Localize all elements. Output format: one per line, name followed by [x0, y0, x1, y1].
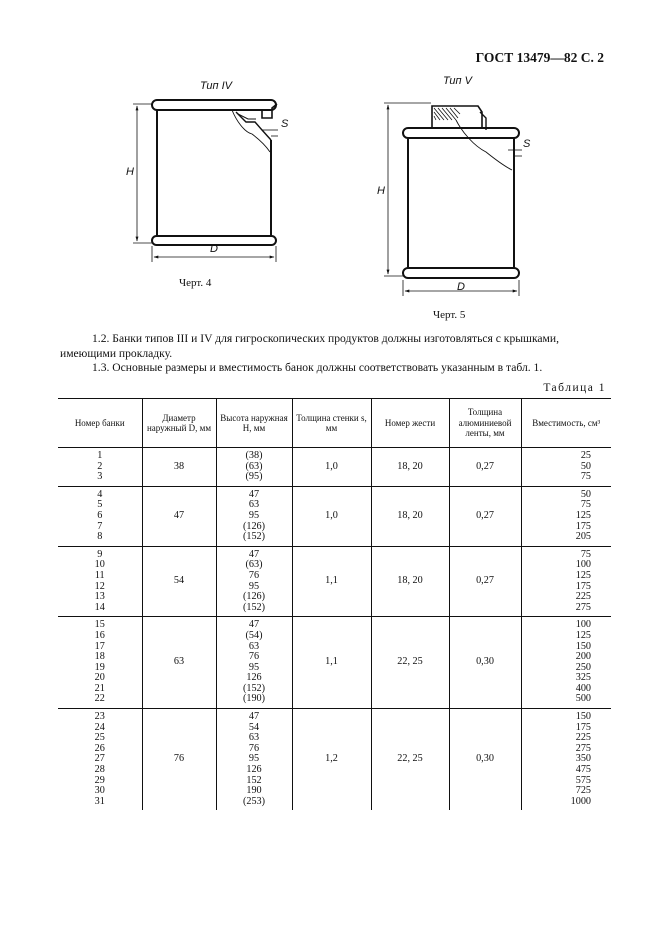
cell-wall: 1,1 [292, 546, 371, 617]
cell-wall: 1,1 [292, 617, 371, 709]
cell-heights-value: (126) [242, 591, 266, 603]
cell-numbers-value: 29 [94, 774, 105, 786]
cell-heights-value: 95 [248, 661, 260, 673]
cell-heights-value: 152 [246, 774, 262, 786]
cell-numbers-value: 11 [94, 569, 105, 581]
cell-volumes-value: 500 [575, 693, 591, 705]
cell-heights-value: 126 [246, 764, 262, 776]
fig4-type-label: Тип IV [200, 80, 232, 92]
cell-heights-value: 54 [248, 721, 260, 733]
cell-volumes-value: 725 [575, 785, 591, 797]
cell-foil: 0,27 [449, 448, 521, 487]
cell-volumes [521, 448, 611, 487]
page-header: ГОСТ 13479—82 С. 2 [475, 50, 604, 65]
cell-heights-value: (54) [245, 629, 263, 641]
table-title: Таблица 1 [543, 382, 606, 394]
table-row [58, 617, 611, 709]
cell-heights-value: (190) [242, 693, 266, 705]
fig4-caption: Черт. 4 [179, 277, 212, 289]
cell-volumes-value: 200 [575, 651, 591, 663]
cell-volumes-value: 325 [575, 672, 591, 684]
drawing-type-iv-dims [133, 104, 278, 262]
cell-foil: 0,27 [449, 486, 521, 546]
cell-numbers [58, 448, 142, 487]
cell-numbers-value: 20 [94, 672, 105, 684]
col-header-number: Номер банки [58, 399, 142, 448]
cell-diameter: 54 [142, 546, 216, 617]
table-row [58, 486, 611, 546]
cell-numbers [58, 617, 142, 709]
cell-heights-value: 76 [248, 651, 260, 663]
cell-volumes-value: 275 [575, 601, 591, 613]
cell-volumes-value: 50 [580, 460, 591, 472]
cell-volumes [521, 709, 611, 811]
cell-volumes-value: 125 [575, 509, 591, 521]
col-header-diameter: Диаметр наружный D, мм [142, 399, 216, 448]
cell-heights-value: 47 [248, 548, 260, 560]
cell-heights-value: 47 [248, 488, 260, 500]
cell-heights-value: 95 [248, 509, 260, 521]
paragraph-1-2: 1.2. Банки типов III и IV для гигроскопических продуктов должны изготовляться с крышками, имеющими прокладку. [60, 332, 559, 360]
cell-tin: 22, 25 [371, 709, 449, 811]
cell-heights-value: 63 [248, 640, 260, 652]
cell-diameter: 76 [142, 709, 216, 811]
cell-heights-value: (63) [245, 460, 263, 472]
drawing-type-v-cap-hatch [434, 108, 460, 120]
col-header-tin: Номер жести [371, 399, 449, 448]
cell-numbers-value: 7 [97, 520, 103, 532]
cell-numbers-value: 31 [94, 795, 105, 807]
cell-heights-value: 76 [248, 742, 260, 754]
cell-numbers-value: 15 [94, 619, 105, 631]
cell-numbers-value: 18 [94, 651, 105, 663]
cell-numbers-value: 30 [94, 785, 105, 797]
cell-numbers-value: 22 [94, 693, 105, 705]
col-header-wall: Толщина стенки s, мм [292, 399, 371, 448]
cell-numbers-value: 3 [97, 471, 103, 483]
fig5-caption: Черт. 5 [433, 309, 466, 321]
cell-heights [216, 546, 292, 617]
cell-volumes-value: 575 [575, 774, 591, 786]
cell-wall: 1,0 [292, 448, 371, 487]
cell-numbers-value: 9 [97, 548, 103, 560]
cell-volumes-value: 100 [575, 619, 591, 631]
col-header-height: Высота наружная H, мм [216, 399, 292, 448]
cell-volumes-value: 50 [580, 488, 591, 500]
cell-heights-value: 95 [248, 580, 260, 592]
cell-volumes [521, 617, 611, 709]
cell-volumes-value: 150 [575, 640, 591, 652]
cell-heights-value: 126 [246, 672, 262, 684]
cell-volumes-value: 100 [575, 559, 591, 571]
cell-foil: 0,27 [449, 546, 521, 617]
cell-numbers-value: 8 [97, 531, 103, 543]
cell-numbers-value: 23 [94, 711, 105, 723]
cell-numbers-value: 19 [94, 661, 105, 673]
table-row [58, 546, 611, 617]
cell-foil: 0,30 [449, 617, 521, 709]
table-row [58, 448, 611, 487]
cell-volumes-value: 175 [575, 721, 591, 733]
cell-volumes-value: 175 [575, 580, 591, 592]
cell-volumes-value: 475 [575, 764, 591, 776]
cell-heights-value: (126) [242, 520, 266, 532]
drawing-type-v [403, 106, 519, 278]
cell-wall: 1,2 [292, 709, 371, 811]
cell-volumes [521, 546, 611, 617]
cell-numbers-value: 12 [94, 580, 105, 592]
cell-heights-value: (95) [245, 471, 263, 483]
cell-volumes-value: 75 [580, 471, 591, 483]
cell-heights-value: (152) [242, 682, 266, 694]
col-header-volume: Вместимость, см³ [521, 399, 611, 448]
cell-volumes [521, 486, 611, 546]
cell-volumes-value: 150 [575, 711, 591, 723]
cell-volumes-value: 125 [575, 629, 591, 641]
cell-volumes-value: 25 [580, 450, 591, 461]
cell-volumes-value: 125 [575, 569, 591, 581]
can-drawings [0, 0, 661, 330]
fig5-type-label: Тип V [443, 75, 472, 87]
cell-numbers-value: 2 [97, 460, 103, 472]
col-header-foil: Толщина алюминиевой ленты, мм [449, 399, 521, 448]
paragraph-1-3: 1.3. Основные размеры и вместимость банок должны соответствовать указанным в табл. 1. [92, 361, 543, 374]
fig4-dim-s: S [281, 118, 289, 130]
cell-volumes-value: 275 [575, 742, 591, 754]
cell-volumes-value: 75 [580, 548, 591, 560]
cell-numbers-value: 16 [94, 629, 105, 641]
cell-numbers-value: 17 [94, 640, 105, 652]
drawing-type-iv [152, 100, 277, 245]
fig4-dim-h: H [126, 166, 134, 178]
cell-numbers [58, 486, 142, 546]
cell-tin: 18, 20 [371, 448, 449, 487]
table-row [58, 709, 611, 811]
cell-numbers-value: 13 [94, 591, 105, 603]
cell-tin: 22, 25 [371, 617, 449, 709]
cell-heights [216, 709, 292, 811]
cell-volumes-value: 205 [575, 531, 591, 543]
cell-numbers-value: 24 [94, 721, 105, 733]
cell-diameter: 38 [142, 448, 216, 487]
fig5-dim-d: D [457, 281, 465, 293]
cell-numbers-value: 14 [94, 601, 105, 613]
cell-numbers [58, 709, 142, 811]
cell-heights [216, 448, 292, 487]
cell-tin: 18, 20 [371, 546, 449, 617]
dimensions-table [58, 398, 611, 810]
cell-numbers-value: 28 [94, 764, 105, 776]
cell-tin: 18, 20 [371, 486, 449, 546]
cell-heights-value: 63 [248, 732, 260, 744]
cell-diameter: 47 [142, 486, 216, 546]
cell-numbers-value: 4 [97, 488, 103, 500]
cell-heights-value: (253) [242, 795, 266, 807]
cell-heights-value: 190 [246, 785, 262, 797]
cell-heights-value: 95 [248, 753, 260, 765]
fig5-dim-s: S [523, 138, 531, 150]
cell-volumes-value: 400 [575, 682, 591, 694]
cell-foil: 0,30 [449, 709, 521, 811]
cell-heights-value: (63) [245, 559, 263, 571]
cell-heights-value: 76 [248, 569, 260, 581]
cell-heights-value: 47 [248, 619, 260, 631]
cell-numbers-value: 5 [97, 499, 103, 511]
table-header-row [58, 399, 611, 448]
cell-wall: 1,0 [292, 486, 371, 546]
cell-volumes-value: 225 [575, 591, 591, 603]
cell-numbers-value: 10 [94, 559, 105, 571]
cell-numbers-value: 1 [97, 450, 103, 461]
cell-heights [216, 486, 292, 546]
cell-numbers-value: 6 [97, 509, 103, 521]
cell-heights-value: (152) [242, 601, 266, 613]
cell-volumes-value: 175 [575, 520, 591, 532]
cell-heights-value: (152) [242, 531, 266, 543]
fig5-dim-h: H [377, 185, 385, 197]
cell-volumes-value: 75 [580, 499, 591, 511]
cell-numbers-value: 26 [94, 742, 105, 754]
fig4-dim-d: D [210, 243, 218, 255]
cell-numbers [58, 546, 142, 617]
cell-heights [216, 617, 292, 709]
cell-heights-value: 47 [248, 711, 260, 723]
cell-volumes-value: 250 [575, 661, 591, 673]
cell-volumes-value: 1000 [570, 795, 591, 807]
cell-numbers-value: 21 [94, 682, 105, 694]
cell-volumes-value: 350 [575, 753, 591, 765]
cell-numbers-value: 25 [94, 732, 105, 744]
cell-heights-value: (38) [245, 450, 263, 461]
cell-diameter: 63 [142, 617, 216, 709]
cell-numbers-value: 27 [94, 753, 105, 765]
cell-volumes-value: 225 [575, 732, 591, 744]
cell-heights-value: 63 [248, 499, 260, 511]
